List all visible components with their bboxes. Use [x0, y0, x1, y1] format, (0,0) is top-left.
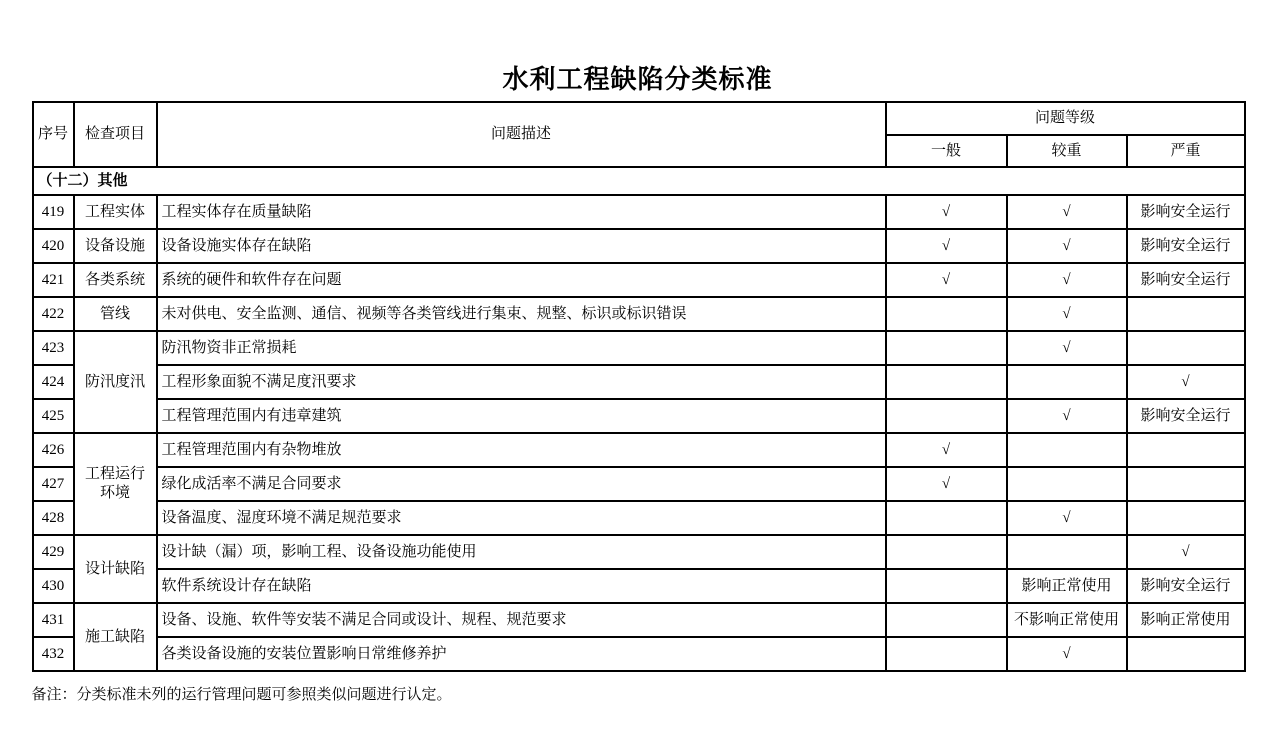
level-moderate-cell: √: [1007, 501, 1127, 535]
level-severe-cell: 影响安全运行: [1127, 195, 1245, 229]
level-severe-cell: √: [1127, 535, 1245, 569]
level-severe-cell: [1127, 501, 1245, 535]
level-moderate-cell: √: [1007, 195, 1127, 229]
row-number-cell: 424: [33, 365, 74, 399]
level-severe-cell: [1127, 331, 1245, 365]
table-row: [33, 603, 1245, 637]
row-number-cell: 419: [33, 195, 74, 229]
row-number-cell: 430: [33, 569, 74, 603]
category-cell: 工程运行环境: [74, 433, 157, 535]
table-row: [33, 263, 1245, 297]
header-level-general: 一般: [886, 135, 1007, 167]
header-seq: 序号: [33, 102, 74, 167]
level-general-cell: √: [886, 467, 1007, 501]
level-moderate-cell: √: [1007, 637, 1127, 671]
section-title: （十二）其他: [33, 167, 1245, 195]
table-header-row-1: [33, 102, 1245, 135]
table-row: [33, 501, 1245, 535]
footnote: 备注：分类标准未列的运行管理问题可参照类似问题进行认定。: [31, 687, 452, 703]
category-cell: 设备设施: [74, 229, 157, 263]
level-severe-cell: [1127, 467, 1245, 501]
row-number-cell: 425: [33, 399, 74, 433]
table-row: [33, 195, 1245, 229]
category-cell: 各类系统: [74, 263, 157, 297]
row-number-cell: 421: [33, 263, 74, 297]
level-general-cell: [886, 637, 1007, 671]
table-row: [33, 433, 1245, 467]
header-level-severe: 严重: [1127, 135, 1245, 167]
level-moderate-cell: √: [1007, 331, 1127, 365]
page-title: 水利工程缺陷分类标准: [502, 64, 773, 94]
level-general-cell: √: [886, 263, 1007, 297]
level-moderate-cell: √: [1007, 229, 1127, 263]
table-row: [33, 569, 1245, 603]
table-row: [33, 467, 1245, 501]
level-severe-cell: [1127, 433, 1245, 467]
level-moderate-cell: 影响正常使用: [1007, 569, 1127, 603]
level-moderate-cell: [1007, 433, 1127, 467]
level-severe-cell: 影响安全运行: [1127, 399, 1245, 433]
defect-classification-table: [32, 101, 1246, 672]
level-severe-cell: 影响安全运行: [1127, 263, 1245, 297]
description-cell: 工程管理范围内有杂物堆放: [157, 433, 886, 467]
description-cell: 工程实体存在质量缺陷: [157, 195, 886, 229]
row-number-cell: 432: [33, 637, 74, 671]
level-general-cell: [886, 365, 1007, 399]
table-row: [33, 365, 1245, 399]
description-cell: 设备温度、湿度环境不满足规范要求: [157, 501, 886, 535]
level-severe-cell: [1127, 297, 1245, 331]
level-moderate-cell: √: [1007, 399, 1127, 433]
header-level-group: 问题等级: [886, 102, 1245, 135]
table-row: [33, 229, 1245, 263]
level-moderate-cell: [1007, 365, 1127, 399]
level-general-cell: √: [886, 433, 1007, 467]
section-header-row: [33, 167, 1245, 195]
description-cell: 未对供电、安全监测、通信、视频等各类管线进行集束、规整、标识或标识错误: [157, 297, 886, 331]
row-number-cell: 427: [33, 467, 74, 501]
description-cell: 工程管理范围内有违章建筑: [157, 399, 886, 433]
level-moderate-cell: [1007, 467, 1127, 501]
table-row: [33, 297, 1245, 331]
description-cell: 设备、设施、软件等安装不满足合同或设计、规程、规范要求: [157, 603, 886, 637]
description-cell: 各类设备设施的安装位置影响日常维修养护: [157, 637, 886, 671]
row-number-cell: 422: [33, 297, 74, 331]
category-cell: 施工缺陷: [74, 603, 157, 671]
level-severe-cell: [1127, 637, 1245, 671]
table-row: [33, 399, 1245, 433]
category-cell: 设计缺陷: [74, 535, 157, 603]
row-number-cell: 431: [33, 603, 74, 637]
description-cell: 工程形象面貌不满足度汛要求: [157, 365, 886, 399]
row-number-cell: 420: [33, 229, 74, 263]
level-general-cell: [886, 501, 1007, 535]
row-number-cell: 423: [33, 331, 74, 365]
table-row: [33, 331, 1245, 365]
category-cell: 防汛度汛: [74, 331, 157, 433]
level-severe-cell: 影响安全运行: [1127, 569, 1245, 603]
level-general-cell: [886, 399, 1007, 433]
description-cell: 绿化成活率不满足合同要求: [157, 467, 886, 501]
level-general-cell: [886, 603, 1007, 637]
level-moderate-cell: √: [1007, 263, 1127, 297]
level-general-cell: [886, 297, 1007, 331]
level-general-cell: [886, 569, 1007, 603]
level-severe-cell: 影响正常使用: [1127, 603, 1245, 637]
level-moderate-cell: √: [1007, 297, 1127, 331]
category-cell: 工程实体: [74, 195, 157, 229]
description-cell: 系统的硬件和软件存在问题: [157, 263, 886, 297]
level-moderate-cell: 不影响正常使用: [1007, 603, 1127, 637]
level-general-cell: [886, 535, 1007, 569]
header-level-moderate: 较重: [1007, 135, 1127, 167]
description-cell: 软件系统设计存在缺陷: [157, 569, 886, 603]
level-general-cell: √: [886, 229, 1007, 263]
level-general-cell: [886, 331, 1007, 365]
category-cell: 管线: [74, 297, 157, 331]
level-moderate-cell: [1007, 535, 1127, 569]
level-general-cell: √: [886, 195, 1007, 229]
header-desc: 问题描述: [157, 102, 886, 167]
row-number-cell: 429: [33, 535, 74, 569]
table-row: [33, 535, 1245, 569]
description-cell: 设计缺（漏）项，影响工程、设备设施功能使用: [157, 535, 886, 569]
document-page: [32, 0, 1244, 704]
row-number-cell: 426: [33, 433, 74, 467]
level-severe-cell: √: [1127, 365, 1245, 399]
header-item: 检查项目: [74, 102, 157, 167]
level-severe-cell: 影响安全运行: [1127, 229, 1245, 263]
table-row: [33, 637, 1245, 671]
row-number-cell: 428: [33, 501, 74, 535]
description-cell: 设备设施实体存在缺陷: [157, 229, 886, 263]
description-cell: 防汛物资非正常损耗: [157, 331, 886, 365]
